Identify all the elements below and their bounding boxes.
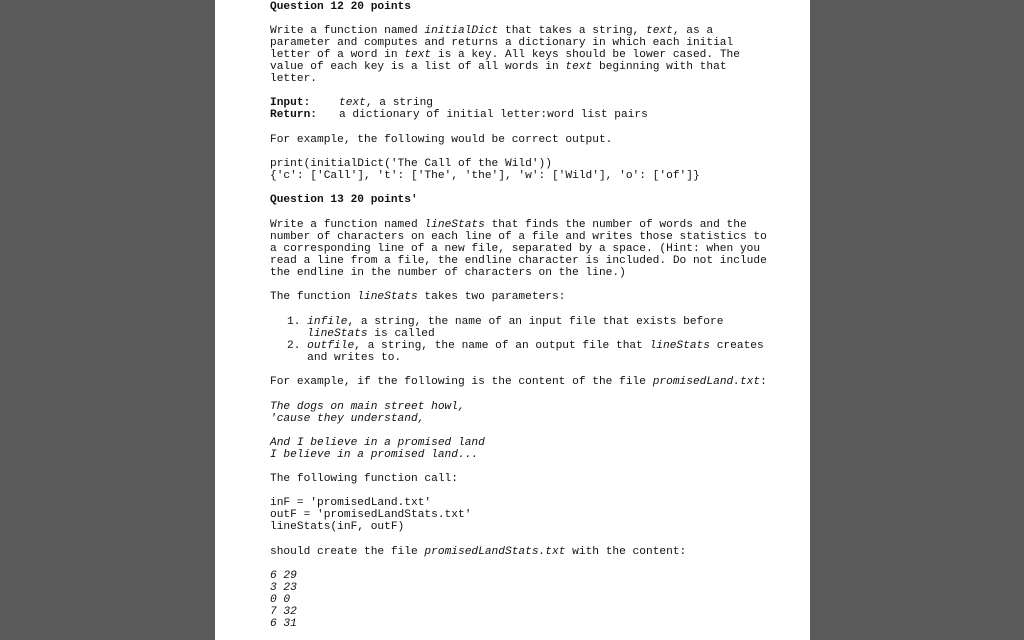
poem-line: The dogs on main street howl, [270,401,465,413]
result-line: 3 23 [270,582,297,594]
q12-para-line [270,25,713,37]
q13-para-line [270,219,747,231]
italic-term: lineStats [357,291,418,303]
q12-para-line [270,37,733,49]
q13-params-intro [270,291,565,303]
text-run: , a string, the name of an input file that exists before [347,316,724,328]
italic-term: outfile [307,340,355,352]
text-run: creates [710,340,764,352]
italic-term: infile [307,316,348,328]
text-run: takes two parameters: [417,291,566,303]
q12-para-line [270,49,740,61]
text-run: Write a function named [270,25,425,37]
q13-para-line [270,267,626,279]
result-line: 0 0 [270,594,291,606]
q12-para-line [270,61,727,73]
text-run: that takes a string, [498,25,646,37]
text-run: letter. [270,73,317,85]
text-run: letter of a word in [270,49,405,61]
q13-heading: Question 13 20 points' [270,194,418,206]
q13-para-line [270,243,760,255]
text-run: is called [367,328,435,340]
call-code-line: inF = 'promisedLand.txt' [270,497,432,509]
q12-heading: Question 12 20 points [270,1,411,13]
poem-line: And I believe in a promised land [270,437,485,449]
document-page [215,0,810,640]
input-value-rest: , a string [365,97,433,109]
italic-term: promisedLandStats.txt [424,546,566,558]
text-run: with the content: [565,546,687,558]
q13-call-intro: The following function call: [270,473,458,485]
text-run: parameter and computes and returns a dictionary in which each initial [270,37,734,49]
q12-para-line [270,73,317,85]
q12-code-line: print(initialDict('The Call of the Wild')) [270,158,552,170]
q12-example-intro: For example, the following would be correct output. [270,134,613,146]
italic-term: promisedLand.txt [652,376,761,388]
param-list-item-cont [287,328,435,340]
param-list-item [287,316,723,328]
input-value-italic: text [339,97,366,109]
text-run: is a key. All keys should be lower cased. The [431,49,740,61]
text-run: a corresponding line of a new file, separated by a space. (Hint: when you [270,243,761,255]
text-run: read a line from a file, the endline character is included. Do not include [270,255,767,267]
q13-para-line [270,231,767,243]
q13-para-line [270,255,767,267]
result-line: 7 32 [270,606,297,618]
text-run: : [760,376,767,388]
return-value: a dictionary of initial letter:word list pairs [339,109,648,121]
text-run: The function [270,291,358,303]
q13-result-intro [270,546,686,558]
italic-term: lineStats [424,219,485,231]
text-run: For example, if the following is the content of the file [270,376,653,388]
input-value [339,97,433,109]
text-run: Write a function named [270,219,425,231]
text-run: , a string, the name of an output file that [354,340,650,352]
text-run: the endline in the number of characters on the line.) [270,267,626,279]
text-run: , as a [672,25,714,37]
poem-line: I believe in a promised land... [270,449,479,461]
italic-term: text [645,25,673,37]
input-label: Input: [270,97,311,109]
italic-term: lineStats [649,340,710,352]
text-run: that finds the number of words and the [484,219,747,231]
q12-code-line: {'c': ['Call'], 't': ['The', 'the'], 'w': ['Wild'], 'o': ['of']} [270,170,700,182]
q13-file-intro [270,376,767,388]
result-line: 6 31 [270,618,297,630]
return-label: Return: [270,109,317,121]
text-run: and writes to. [287,352,402,364]
text-run: beginning with that [592,61,727,73]
call-code-line: outF = 'promisedLandStats.txt' [270,509,472,521]
param-list-item [287,340,764,352]
text-run: 2. [287,340,308,352]
italic-term: lineStats [307,328,368,340]
text-run: 1. [287,316,308,328]
text-run: number of characters on each line of a file and writes those statistics to [270,231,767,243]
italic-term: initialDict [424,25,499,37]
text-run [287,328,307,340]
poem-line: 'cause they understand, [270,413,425,425]
param-list-item-cont [287,352,401,364]
italic-term: text [565,61,593,73]
text-run: should create the file [270,546,425,558]
result-line: 6 29 [270,570,297,582]
call-code-line: lineStats(inF, outF) [270,521,405,533]
text-run: value of each key is a list of all words in [270,61,566,73]
italic-term: text [404,49,432,61]
